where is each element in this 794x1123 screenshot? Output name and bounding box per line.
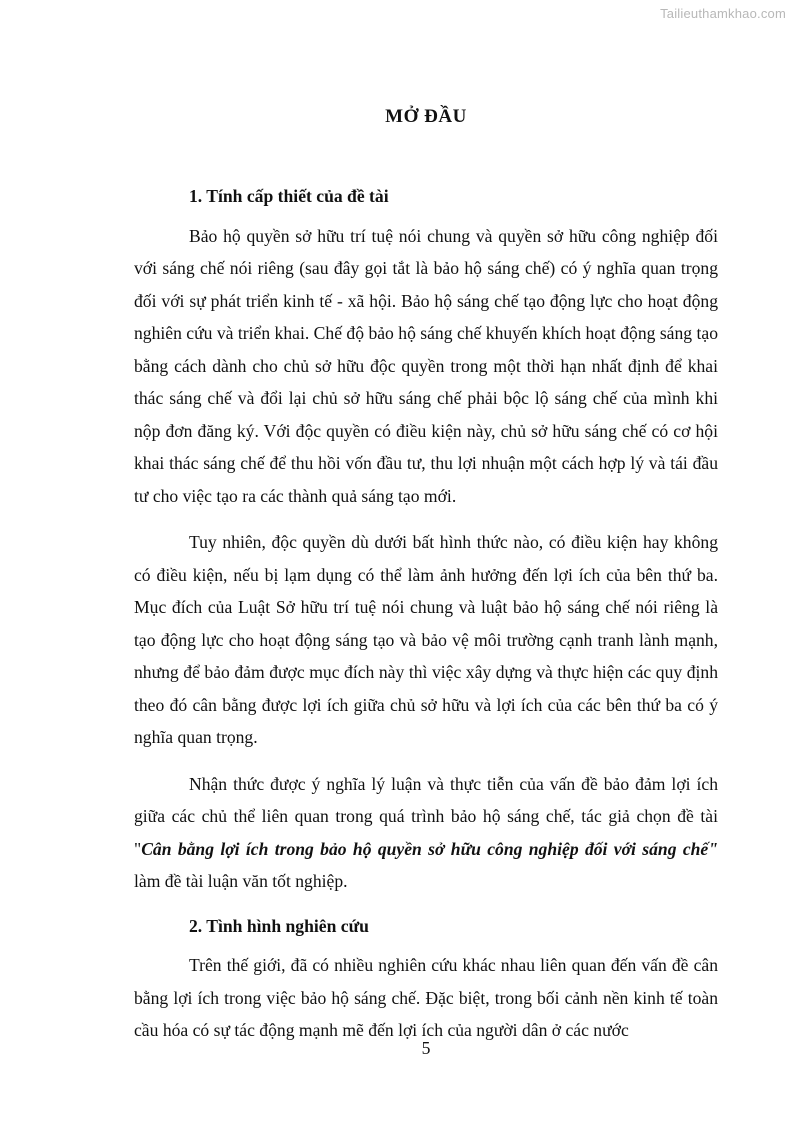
paragraph-3-tail: làm đề tài luận văn tốt nghiệp. [134,871,348,891]
section-heading-1: 1. Tính cấp thiết của đề tài [189,186,389,206]
page-title: MỞ ĐẦU [385,106,467,127]
paragraph-3-lead: Nhận thức được ý nghĩa lý luận và thực tiễn của vấn đề bảo đảm lợi ích giữa các chủ thể liên quan trong quá trình bảo hộ sáng chế, tác giả chọn đề tài " [134,773,718,859]
page-number: 5 [421,1038,431,1058]
paragraph-2: Tuy nhiên, độc quyền dù dưới bất hình thức nào, có điều kiện hay không có điều kiện, nếu bị lạm dụng có thể làm ảnh hưởng đến lợi ích của bên thứ ba. Mục đích của Luật Sở hữu trí tuệ nói chung và luật bảo hộ sáng chế nói riêng là tạo động lực cho hoạt động sáng tạo và bảo vệ môi trường cạnh tranh lành mạnh, nhưng để bảo đảm được mục đích này thì việc xây dựng và thực hiện các quy định theo đó cân bằng được lợi ích giữa chủ sở hữu và lợi ích của các bên thứ ba có ý nghĩa quan trọng. [134,532,718,747]
section-heading-2: 2. Tình hình nghiên cứu [189,915,369,936]
paragraph-1: Bảo hộ quyền sở hữu trí tuệ nói chung và quyền sở hữu công nghiệp đối với sáng chế nói riêng (sau đây gọi tắt là bảo hộ sáng chế) có ý nghĩa quan trọng đối với sự phát triển kinh tế - xã hội. Bảo hộ sáng chế tạo động lực cho hoạt động nghiên cứu và triển khai. Chế độ bảo hộ sáng chế khuyến khích hoạt động sáng tạo bằng cách dành cho chủ sở hữu độc quyền trong một thời hạn nhất định để khai thác sáng chế và đổi lại chủ sở hữu sáng chế phải bộc lộ sáng chế của mình khi nộp đơn đăng ký. Với độc quyền có điều kiện này, chủ sở hữu sáng chế có cơ hội khai thác sáng chế để thu hồi vốn đầu tư, thu lợi nhuận một cách hợp lý và tái đầu tư cho việc tạo ra các thành quả sáng tạo mới. [134,225,718,506]
watermark: Tailieuthamkhao.com [660,6,786,21]
document-body [134,180,718,1061]
paragraph-4: Trên thế giới, đã có nhiều nghiên cứu khác nhau liên quan đến vấn đề cân bằng lợi ích trong việc bảo hộ sáng chế. Đặc biệt, trong bối cảnh nền kinh tế toàn cầu hóa có sự tác động mạnh mẽ đến lợi ích của người dân ở các nước [134,955,718,1040]
paragraph-3 [134,768,718,898]
thesis-title-emphasis: Cân bằng lợi ích trong bảo hộ quyền sở hữu công nghiệp đối với sáng chế" [141,838,718,859]
